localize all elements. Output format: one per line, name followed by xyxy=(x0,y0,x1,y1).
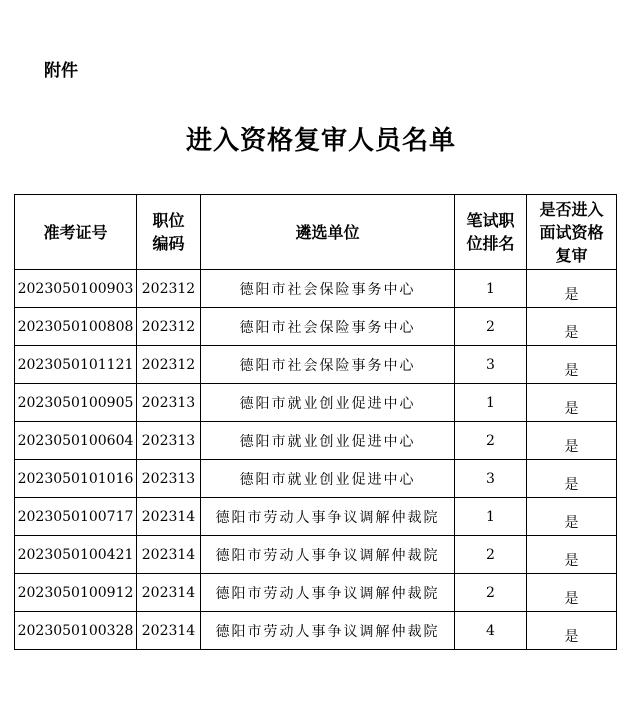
header-pass-line-3: 复审 xyxy=(555,245,588,265)
cell-exam-no: 2023050100912 xyxy=(15,574,137,612)
header-pass xyxy=(527,195,617,270)
cell-position-code: 202314 xyxy=(137,498,201,536)
header-pass-line-1: 是否进入 xyxy=(539,199,604,219)
cell-position-code: 202313 xyxy=(137,384,201,422)
table-row xyxy=(15,536,617,574)
header-row xyxy=(15,195,617,270)
cell-unit: 德阳市劳动人事争议调解仲裁院 xyxy=(201,536,455,574)
table-row xyxy=(15,308,617,346)
cell-rank: 3 xyxy=(455,460,527,498)
table-row xyxy=(15,612,617,650)
cell-rank: 1 xyxy=(455,384,527,422)
cell-rank: 4 xyxy=(455,612,527,650)
cell-unit: 德阳市社会保险事务中心 xyxy=(201,270,455,308)
attachment-label: 附件 xyxy=(44,61,78,81)
table-body xyxy=(15,270,617,650)
cell-exam-no: 2023050100905 xyxy=(15,384,137,422)
table-row xyxy=(15,422,617,460)
header-exam-no-label: 准考证号 xyxy=(43,222,108,242)
cell-exam-no: 2023050100903 xyxy=(15,270,137,308)
cell-rank: 1 xyxy=(455,498,527,536)
cell-position-code: 202312 xyxy=(137,346,201,384)
header-exam-no xyxy=(15,195,137,270)
table-row xyxy=(15,574,617,612)
cell-unit: 德阳市劳动人事争议调解仲裁院 xyxy=(201,574,455,612)
table-header xyxy=(15,195,617,270)
table-row xyxy=(15,460,617,498)
cell-unit: 德阳市社会保险事务中心 xyxy=(201,346,455,384)
cell-exam-no: 2023050100421 xyxy=(15,536,137,574)
header-unit-label: 遴选单位 xyxy=(295,222,360,242)
cell-exam-no: 2023050101016 xyxy=(15,460,137,498)
header-rank-line-1: 笔试职 xyxy=(466,211,515,230)
cell-position-code: 202314 xyxy=(137,536,201,574)
cell-pass: 是 xyxy=(527,460,617,498)
cell-exam-no: 2023050100808 xyxy=(15,308,137,346)
header-rank xyxy=(455,195,527,270)
header-position-code-line-1: 职位 xyxy=(152,211,185,230)
cell-position-code: 202312 xyxy=(137,270,201,308)
table-row xyxy=(15,346,617,384)
cell-unit: 德阳市就业创业促进中心 xyxy=(201,460,455,498)
cell-position-code: 202314 xyxy=(137,612,201,650)
cell-rank: 3 xyxy=(455,346,527,384)
cell-position-code: 202313 xyxy=(137,422,201,460)
cell-pass: 是 xyxy=(527,308,617,346)
cell-exam-no: 2023050100328 xyxy=(15,612,137,650)
cell-position-code: 202313 xyxy=(137,460,201,498)
page-title: 进入资格复审人员名单 xyxy=(185,126,456,156)
cell-pass: 是 xyxy=(527,612,617,650)
header-unit xyxy=(201,195,455,270)
cell-rank: 2 xyxy=(455,422,527,460)
table-row xyxy=(15,498,617,536)
cell-rank: 1 xyxy=(455,270,527,308)
cell-pass: 是 xyxy=(527,422,617,460)
cell-pass: 是 xyxy=(527,536,617,574)
cell-unit: 德阳市劳动人事争议调解仲裁院 xyxy=(201,498,455,536)
cell-rank: 2 xyxy=(455,308,527,346)
header-pass-line-2: 面试资格 xyxy=(539,222,604,242)
cell-unit: 德阳市就业创业促进中心 xyxy=(201,422,455,460)
cell-pass: 是 xyxy=(527,270,617,308)
cell-unit: 德阳市社会保险事务中心 xyxy=(201,308,455,346)
cell-exam-no: 2023050101121 xyxy=(15,346,137,384)
cell-exam-no: 2023050100717 xyxy=(15,498,137,536)
header-position-code xyxy=(137,195,201,270)
candidate-table xyxy=(14,194,617,650)
cell-unit: 德阳市就业创业促进中心 xyxy=(201,384,455,422)
cell-rank: 2 xyxy=(455,536,527,574)
header-position-code-line-2: 编码 xyxy=(152,234,185,253)
cell-pass: 是 xyxy=(527,346,617,384)
cell-exam-no: 2023050100604 xyxy=(15,422,137,460)
cell-position-code: 202314 xyxy=(137,574,201,612)
cell-unit: 德阳市劳动人事争议调解仲裁院 xyxy=(201,612,455,650)
cell-pass: 是 xyxy=(527,574,617,612)
cell-rank: 2 xyxy=(455,574,527,612)
table-row xyxy=(15,384,617,422)
header-rank-line-2: 位排名 xyxy=(466,234,515,253)
cell-pass: 是 xyxy=(527,498,617,536)
cell-position-code: 202312 xyxy=(137,308,201,346)
table-row xyxy=(15,270,617,308)
cell-pass: 是 xyxy=(527,384,617,422)
